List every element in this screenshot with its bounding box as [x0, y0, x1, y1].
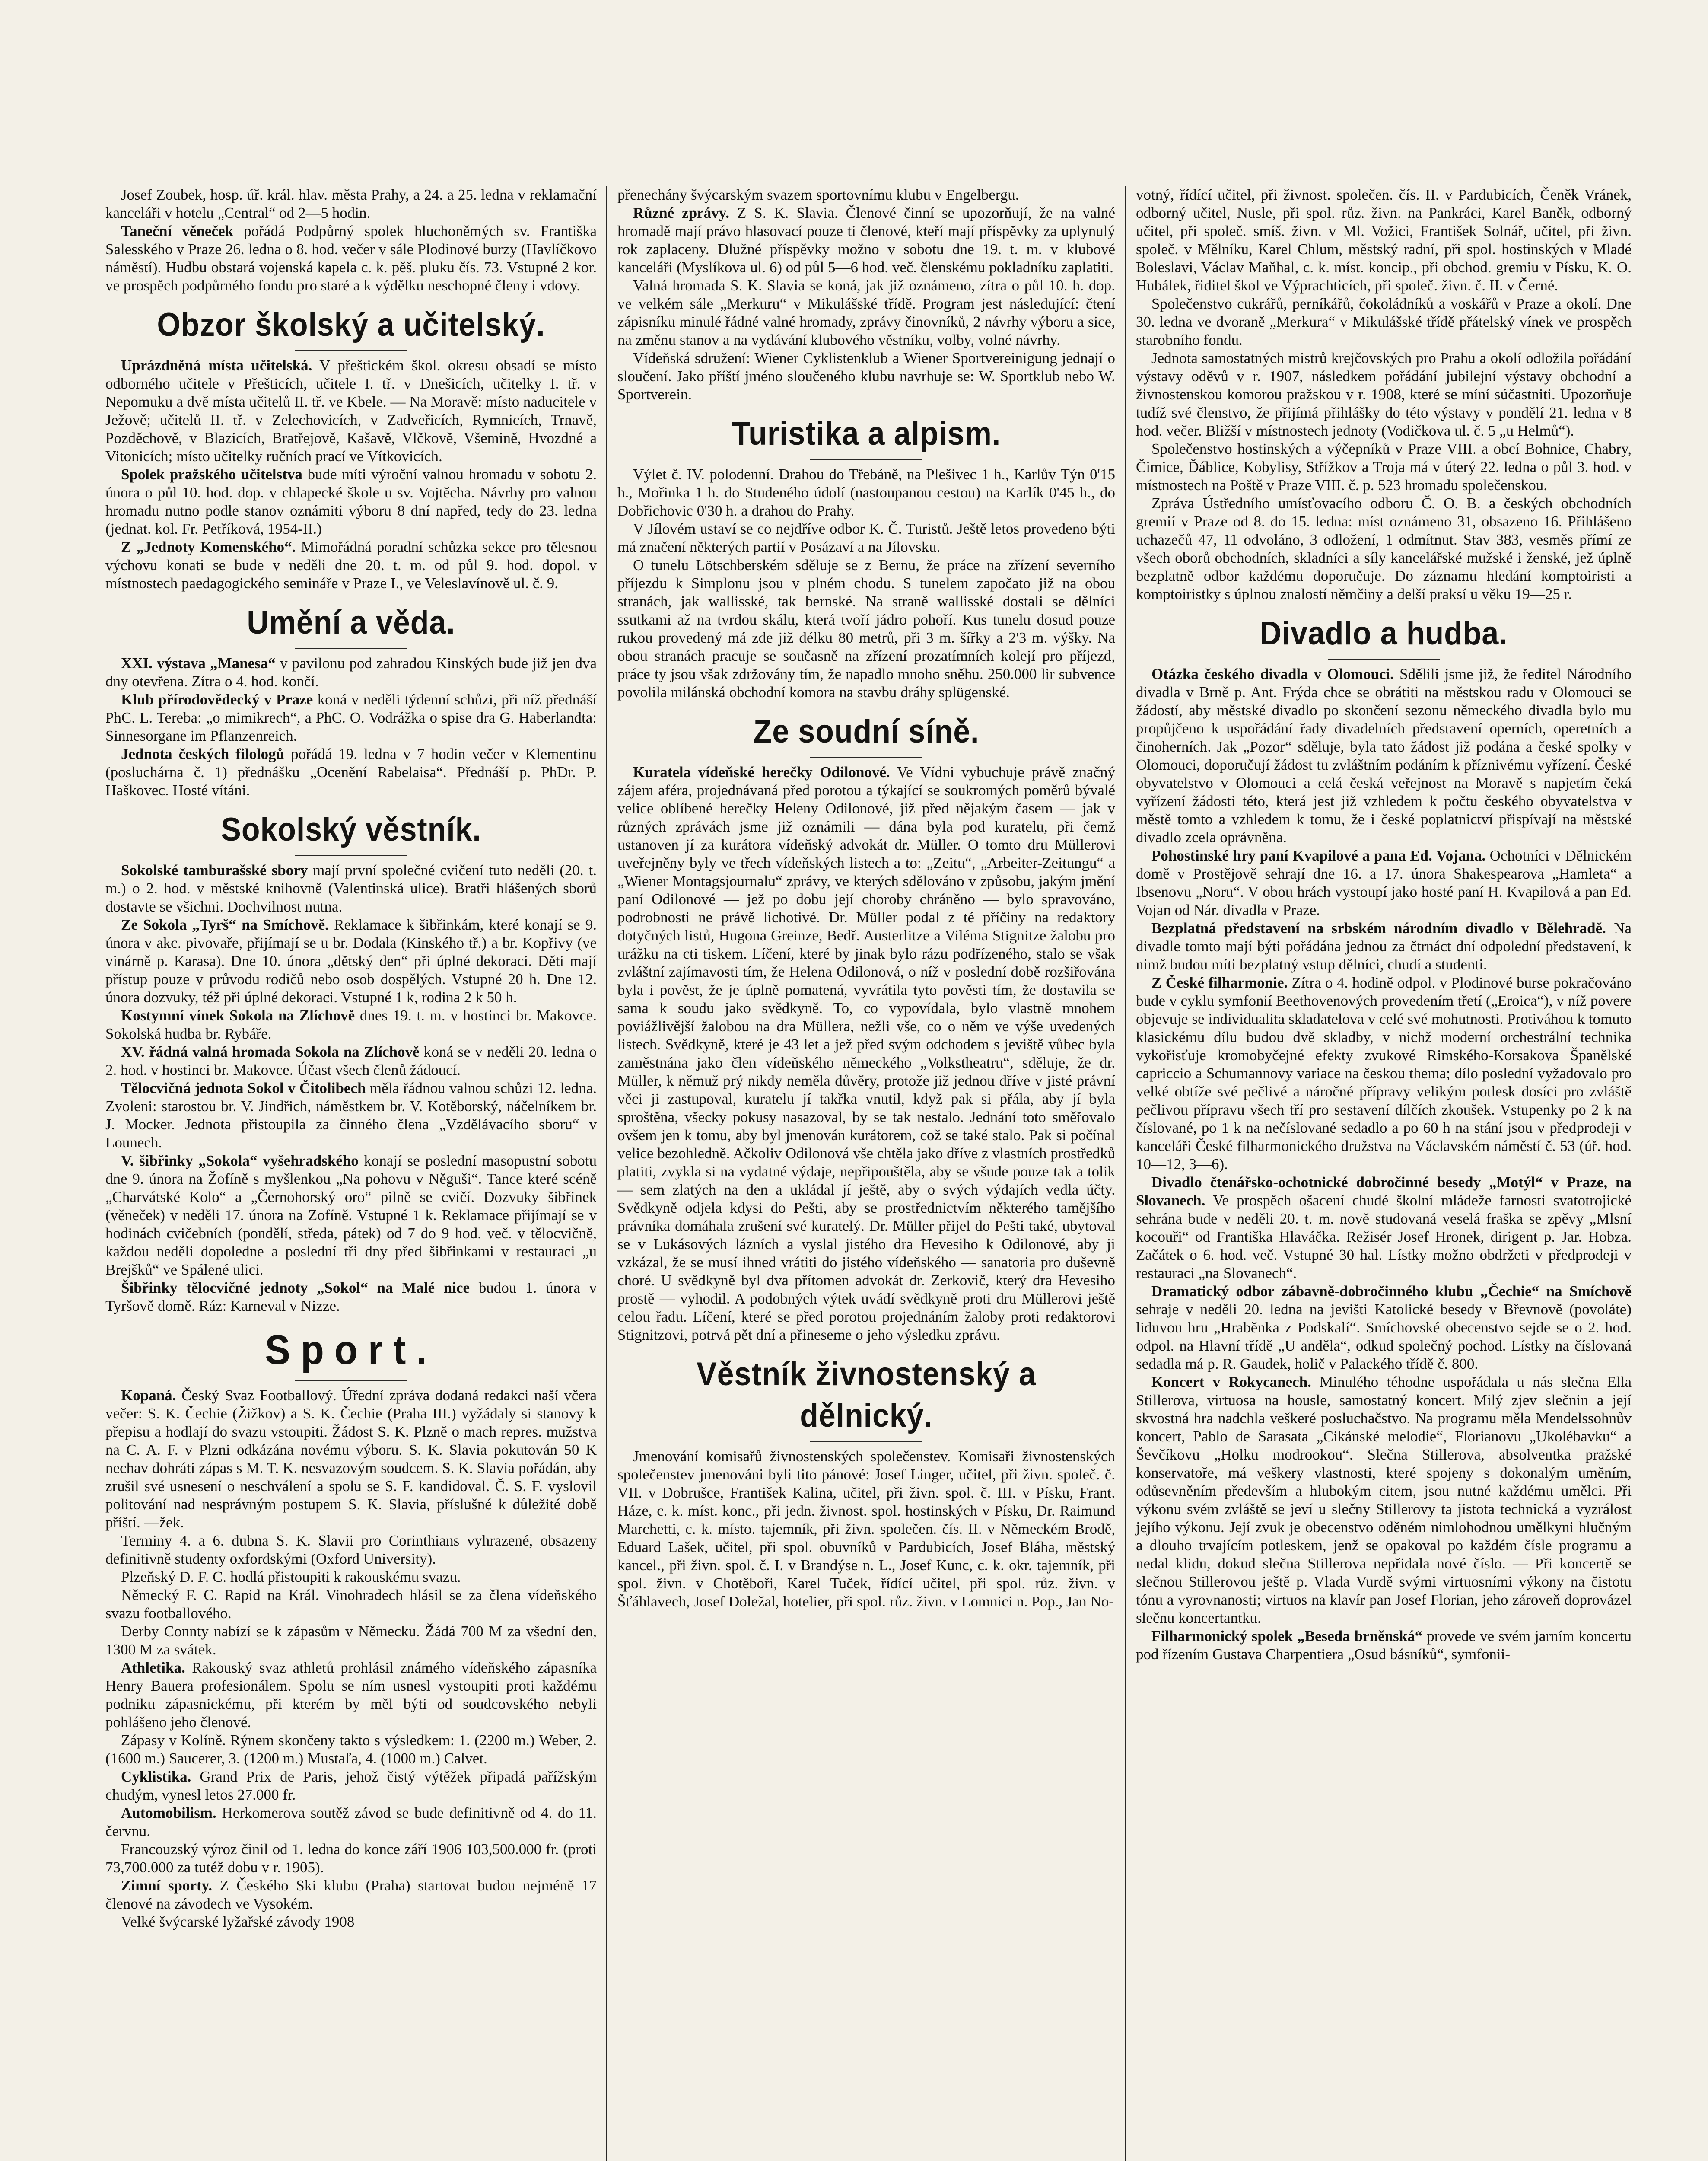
article-paragraph: [1136, 295, 1632, 349]
article-paragraph: [105, 1532, 597, 1568]
article-text: Na divadle tomto mají býti pořádána jednou za čtrnáct dní odpolední představení, k nimž budou míti bezplatný vstup dělníci, chudí a studenti.: [1136, 920, 1632, 973]
article-text: dnes 19. t. m. v hostinci br. Makovce. Sokolská hudba br. Rybáře.: [105, 1007, 597, 1042]
article-paragraph: [105, 1804, 597, 1840]
heading-rule: [295, 855, 407, 856]
article-text: pořádá 19. ledna v 7 hodin večer v Klementinu (posluchárna č. 1) přednášku „Ocenění Rabelaisa“. Přednáší p. PhDr. P. Haškovec. Hosté vítáni.: [105, 746, 597, 799]
article-paragraph: [105, 1913, 597, 1931]
article-paragraph: [105, 465, 597, 538]
article-paragraph: [1136, 1282, 1632, 1373]
article-paragraph: [1136, 494, 1632, 603]
article-lead: Divadlo čtenářsko-ochotnické dobročinné besedy „Motýl“ v Praze, na Slovanech.: [1136, 1174, 1632, 1209]
article-paragraph: [105, 1840, 597, 1877]
article-text: Český Svaz Footballový. Úřední zpráva dodaná redakci naší včera večer: S. K. Čechie (Žižkov) a S. K. Čechie (Praha III.) vyžádaly si stanovy k přepisu a hodlají do svazu vstoupiti. Žádost S. K. Plzně o mach repres. mužstva na C. A. F. v Plzni odkázána novému výboru. S. K. Slavia pokutován 50 K nechav dohráti zápas s M. T. K. nesvazovým soudcem. S. K. Slavia pořádán, aby zrušil své usnesení o neschválení a spolu se S. F. kandidoval. Č. S. F. vyslovil politování nad nesprávným postupem S. K. Slavia, příslušné k důležité době příští. —žek.: [105, 1387, 597, 1531]
article-lead: Tělocvičná jednota Sokol v Čitolibech: [121, 1080, 366, 1096]
article-lead: Klub přírodovědecký v Praze: [121, 691, 313, 708]
article-lead: Sokolské tamburašské sbory: [121, 862, 308, 879]
article-text: Mimořádná poradní schůzka sekce pro tělesnou výchovu konati se bude v neděli dne 20. t. m. od půl 9. hod. dopol. v místnostech paedagogického semináře v Praze I., ve Veleslavínově ul. č. 9.: [105, 539, 597, 592]
article-text: Terminy 4. a 6. dubna S. K. Slavii pro Corinthians vyhrazené, obsazeny definitivně studenty oxfordskými (Oxford University).: [105, 1532, 597, 1567]
article-paragraph: [105, 357, 597, 465]
article-lead: Athletika.: [121, 1659, 185, 1676]
article-text: Zápasy v Kolíně. Rýnem skončeny takto s výsledkem: 1. (2200 m.) Weber, 2. (1600 m.) Saucerer, 3. (1200 m.) Mustaľa, 4. (1000 m.) Calvet.: [105, 1732, 597, 1767]
article-lead: V. šibřinky „Sokola“ vyšehradského: [121, 1152, 359, 1169]
article-text: O tunelu Lötschberském sděluje se z Bernu, že práce na zřízení severního příjezdu k Simplonu jsou v plném chodu. S tunelem započato již na obou stranách, jak wallisské, tak bernské. Na straně wallisské dostali se dělníci ssutkami až na tvrdou skálu, která tvoří jádro pohoří. Kus tunelu dosud pouze rukou provedený má zde již délku 80 metrů, při 3 m. šířky a 2'3 m. výšky. Na obou stranách pracuje se současně na zřízení prozatímních kolejí pro příjezd, práce ty jsou však zdržovány tím, že napadlo mnoho sněhu. 250.000 lir subvence povolila milánská obchodní komora na stavbu dráhy splügenské.: [617, 557, 1115, 701]
article-text: Z S. K. Slavia. Členové činní se upozorňují, že na valné hromadě mají právo hlasovací pouze ti členové, kteří mají příspěvky za uplynulý rok zaplaceny. Dlužné příspěvky možno v sobotu dne 19. t. m. v klubové kanceláři (Myslíkova ul. 6) od půl 5—6 hod. več. členskému pokladníku zaplatiti.: [617, 204, 1115, 276]
article-text: koná se v neděli 20. ledna o 2. hod. v hostinci br. Makovce. Účast všech členů žádoucí.: [105, 1043, 597, 1078]
article-lead: Koncert v Rokycanech.: [1151, 1374, 1311, 1390]
article-text: v pavilonu pod zahradou Kinských bude již jen dva dny otevřena. Zítra o 4. hod. končí.: [105, 655, 597, 690]
article-paragraph: [105, 1659, 597, 1731]
article-text: Reklamace k šibřinkám, které konají se 9. února v akc. pivovaře, přijímají se u br. Dodala (Kinského tř.) a br. Kopřivy (ve vinárně p. Karasa). Dne 10. února „dětský den“ při úplné dekoraci. Děti mají přístup pouze v průvodu rodičů nebo osob dospělých. Vstupné 20 h. Dne 12. února dozvuky, též při úplné dekoraci. Vstupné 1 k, rodina 2 k 50 h.: [105, 916, 597, 1006]
article-paragraph: [105, 186, 597, 222]
article-text: konají se poslední masopustní sobotu dne 9. února na Žofíně s myšlenkou „Na pohovu v Něguši“. Tance které scéně „Charvátské Kolo“ a „Černohorský oro“ pilně se cvičí. Dozvuky šibřinek (věneček) v neděli 17. února na Zofíně. Vstupné 1 k. Reklamace přijímají se v hodinách cvičebních (pondělí, středa, pátek) od 7 do 9 hod. več. v tělocvičně, každou neděli dopoledne a poslední tři dny před šibřinkami v restauraci „u Brejšků“ ve Spálené ulici.: [105, 1152, 597, 1278]
article-text: Derby Connty nabízí se k zápasům v Německu. Žádá 700 M za všední den, 1300 M za svátek.: [105, 1623, 597, 1658]
section-heading: Umění a věda.: [247, 604, 455, 641]
article-lead: Pohostinské hry paní Kvapilové a pana Ed. Vojana.: [1151, 847, 1486, 864]
article-paragraph: [617, 556, 1115, 701]
article-paragraph: [105, 222, 597, 295]
article-text: Výlet č. IV. polodenní. Drahou do Třebáně, na Plešivec 1 h., Karlův Týn 0'15 h., Mořinka 1 h. do Studeného údolí (nastoupanou cestou) na Karlík 0'45 h., do Dobřichovic 0'30 h. a drahou do Prahy.: [617, 466, 1115, 519]
article-paragraph: [105, 861, 597, 916]
article-text: Herkomerova soutěž závod se bude definitivně od 4. do 11. červnu.: [105, 1804, 597, 1839]
heading-rule: [1328, 659, 1440, 660]
column-divider: [606, 186, 607, 2161]
article-text: Ve prospěch ošacení chudé školní mládeže farnosti svatotrojické sehrána bude v neděli 20. t. m. nově studovaná veselá fraška se zpěvy „Mlsní kocouři“ od Františka Hlaváčka. Režisér Josef Hronek, dirigent p. Jar. Hobza. Začátek o 6. hod. več. Vstupné 30 hal. Lístky možno obdržeti v předprodeji v restauraci „na Slovanech“.: [1136, 1192, 1632, 1281]
article-paragraph: [617, 520, 1115, 556]
section-heading: Ze soudní síně.: [753, 713, 980, 750]
article-paragraph: [105, 1586, 597, 1622]
article-lead: Kuratela vídeňské herečky Odilonové.: [633, 764, 890, 781]
article-text: Velké švýcarské lyžařské závody 1908: [121, 1913, 355, 1930]
article-text: Valná hromada S. K. Slavia se koná, jak již oznámeno, zítra o půl 10. h. dop. ve velkém sále „Merkuru“ v Mikulášské třídě. Program jest následující: čtení zápisníku minulé řádné valné hromady, zprávy činovníků, 2 návrhy výboru a sice, na změnu stanov a na vydávání klubového věstníku, volby, volné návrhy.: [617, 277, 1115, 348]
article-text: Rakouský svaz athletů prohlásil známého vídeňského zápasníka Henry Bauera profesionálem. Spolu se ním usnesl vystoupiti proti každému podniku zápasnickému, při kterém by měl býti od soudcovského nebyli pohlášeno jeho členové.: [105, 1659, 597, 1731]
article-lead: Různé zprávy.: [633, 204, 730, 221]
article-lead: Z České filharmonie.: [1151, 974, 1288, 991]
article-paragraph: [1136, 665, 1632, 847]
article-paragraph: [617, 1447, 1115, 1611]
article-lead: Spolek pražského učitelstva: [121, 466, 302, 483]
article-lead: Automobilism.: [121, 1804, 216, 1821]
article-text: V přeštickém škol. okresu obsadí se místo odborného učitele v Přešticích, učitele I. tř. v Dnešicích, učitelky I. tř. v Nepomuku a dvě místa učitelů II. tř. ve Kbele. — Na Moravě: místo naducitele v Ježově; učitelů II. tř. v Zelechovicích, v Zadveřicích, Rymnicích, Trnavě, Pozděchově, v Blazicích, Bratřejově, Kašavě, Vlčkově, Všemině, Hvozdné a Vitonicích; místo učitelky ručních prací ve Vítkovicích.: [105, 357, 597, 465]
article-text: Josef Zoubek, hosp. úř. král. hlav. města Prahy, a 24. a 25. ledna v reklamační kanceláři v hotelu „Central“ od 2—5 hodin.: [105, 186, 597, 221]
article-lead: Kostymní vínek Sokola na Zlíchově: [121, 1007, 355, 1024]
article-paragraph: [105, 1568, 597, 1586]
article-text: provede ve svém jarním koncertu pod řízením Gustava Charpentiera „Osud básníků“, symfonii-: [1136, 1628, 1632, 1663]
article-lead: Otázka českého divadla v Olomouci.: [1151, 666, 1394, 682]
article-text: bude míti výroční valnou hromadu v sobotu 2. února o půl 10. hod. dop. v chlapecké škole u sv. Vojtěcha. Návrhy pro valnou hromadu nutno podle stanov oznámiti výboru 8 dní napřed, tedy do 23. ledna (jednat. kol. Fr. Petříková, 1954-II.): [105, 466, 597, 537]
article-text: Jmenování komisařů živnostenských společenstev. Komisaři živnostenských společenstev jmenováni byli tito pánové: Josef Linger, učitel, při živn. společ. č. VII. v Dobrušce, František Kalina, učitel, při živn. spol. č. III. v Písku, Frant. Háze, c. k. míst. konc., při jedn. živnost. spol. hostinských v Písku, Dr. Raimund Marchetti, c. k. místo. tajemník, při živn. společen. čís. II. v Německém Brodě, Eduard Lašek, učitel, při spol. obuvníků v Pardubicích, Josef Bláha, městský kancel., při živn. spol. č. I. v Brandýse n. L., Josef Kunc, c. k. okr. tajemník, při spol. živn. v Chotěboři, Karel Tuček, řídící učitel, při spol. růz. živn. v Šťáhlavech, Josef Doležal, hotelier, při spol. růz. živn. v Lomnici n. Pop., Jan No-: [617, 1448, 1115, 1610]
article-lead: Jednota českých filologů: [121, 746, 285, 762]
article-text: měla řádnou valnou schůzi 12. ledna. Zvoleni: starostou br. V. Jindřich, náměstkem br. V. Kotěborský, náčelníkem br. J. Mocker. Jednota přistoupila za činného člena „Vzdělávacího sboru“ v Lounech.: [105, 1080, 597, 1151]
article-paragraph: [1136, 186, 1632, 295]
article-lead: Bezplatná představení na srbském národním divadlo v Bělehradě.: [1151, 920, 1606, 937]
article-lead: Cyklistika.: [121, 1768, 191, 1785]
article-paragraph: [105, 691, 597, 745]
article-paragraph: [105, 654, 597, 691]
article-paragraph: [105, 1279, 597, 1315]
article-paragraph: [617, 349, 1115, 404]
article-paragraph: [617, 277, 1115, 349]
article-text: Francouzský výroz činil od 1. ledna do konce září 1906 103,500.000 fr. (proti 73,700.000 za tutéž dobu v r. 1905).: [105, 1841, 597, 1876]
article-text: Z Českého Ski klubu (Praha) startovat budou nejméně 17 členové na závodech ve Vysokém.: [105, 1877, 597, 1912]
article-text: V Jílovém ustaví se co nejdříve odbor K. Č. Turistů. Ještě letos provedeno býti má značení některých partií v Posázaví a na Jílovsku.: [617, 520, 1115, 555]
article-text: přenechány švýcarským svazem sportovnímu klubu v Engelbergu.: [617, 186, 1019, 203]
article-paragraph: [105, 745, 597, 800]
article-text: Minulého téhodne uspořádala u nás slečna Ella Stillerova, virtuosa na housle, samostatný koncert. Milý zjev slečnin a její skvostná hra nadchla veškeré posluchačstvo. Na programu měla Mendelssohnův koncert, Pablo de Sarasata „Cikánské melodie“, Florianovu „Ukolébavku“ a Ševčíkovu „Holku modrookou“. Slečna Stillerova, absolventka pražské konservatoře, má veškery vlastnosti, které spojeny s dokonalým uměním, odůsevněním především a hlubokým citem, jsou nutné každému umělci. Při výkonu svém zvláště se jeví u slečny Stillerovy ta jistota technická a vyzrálost jejího výkonu. Její zvuk je obecenstvo oděném nimlohodnou umělkyni hlučným a dlouho trvajícím potleskem, jenž se opakoval po každém čísle programu a nedal klidu, dokud slečna Stillerova nepřidala nové číslo. — Při koncertě se slečnou Stillerovou ještě p. Vlada Vurdě svými virtuosními výkony na čistotu tónu a vyrovnanosti; virtuos na klavír pan Josef Florian, jeho zároveň doprovázel slečnu koncertantku.: [1136, 1374, 1632, 1626]
section-heading: Turistika a alpism.: [732, 415, 1001, 452]
article-text: pořádá Podpůrný spolek hluchoněmých sv. Františka Salesského v Praze 26. ledna o 8. hod. večer v sále Plodinové burzy (Havlíčkovo náměstí). Hudbu obstará vojenská kapela c. k. pěš. pluku čís. 73. Vstupné 2 kor. ve prospěch podpůrného fondu pro staré a k výdělku neschopné členy i vdovy.: [105, 223, 597, 294]
section-heading: Obzor školský a učitelský.: [157, 306, 545, 343]
section-heading: Věstník živnostenský a dělnický.: [697, 1356, 1036, 1434]
article-paragraph: [1136, 349, 1632, 440]
article-text: mají první společné cvičení tuto neděli (20. t. m.) o 2. hod. v městské knihovně (Valentinská ulice). Bratři hlášených sborů dostavte se všichni. Dochvilnost nutna.: [105, 862, 597, 915]
article-paragraph: [105, 1386, 597, 1532]
article-text: Společenstvo hostinských a výčepníků v Praze VIII. a obcí Bohnice, Chabry, Čimice, Ďáblice, Kobylisy, Střížkov a Troja má v úterý 22. ledna o půl 3. hod. v místnostech na Poště v Praze VIII. č. p. 523 hromadu společenskou.: [1136, 440, 1632, 494]
article-text: votný, řídící učitel, při živnost. společen. čís. II. v Pardubicích, Čeněk Vránek, odborný učitel, Nusle, při spol. růz. živn. na Pankráci, Karel Baněk, odborný učitel, při společ. smíš. živn. v Ml. Vožici, František Solnář, učitel, při živn. společ. v Mělníku, Karel Chlum, městský radní, při spol. hostinských v Mladé Boleslavi, Václav Maňhal, c. k. míst. koncip., při obchod. gremiu v Písku, K. O. Hubálek, řiditel škol ve Výprachticích, při společ. živn. č. II. v Černé.: [1136, 186, 1632, 294]
heading-rule: [810, 459, 922, 460]
article-paragraph: [1136, 1373, 1632, 1627]
article-paragraph: [105, 1622, 597, 1659]
heading-rule: [295, 350, 407, 351]
article-paragraph: [1136, 847, 1632, 919]
article-lead: Z „Jednoty Komenského“.: [121, 539, 296, 555]
article-text: Jednota samostatných mistrů krejčovských pro Prahu a okolí odložila pořádání výstavy oděvů v r. 1907, následkem pořádání jubilejní výstavy obchodní a živnostenskou komorou pražskou v r. 1908, které se míní súčastniti. Upozorňuje tudíž své členstvo, že přijímá přihlášky do této výstavy v pondělí 21. ledna v 8 hod. večer. Bližší v místnostech jednoty (Vodičkova ul. č. 5 „u Helmů“).: [1136, 350, 1632, 439]
article-text: Vídeňská sdružení: Wiener Cyklistenklub a Wiener Sportvereinigung jednají o sloučení. Jako příští jméno sloučeného klubu navrhuje se: W. Sportklub nebo W. Sportverein.: [617, 350, 1115, 403]
article-paragraph: [105, 1152, 597, 1279]
article-paragraph: [1136, 1627, 1632, 1664]
article-paragraph: [105, 1731, 597, 1768]
article-paragraph: [105, 1043, 597, 1079]
heading-rule: [810, 1441, 922, 1442]
article-lead: Dramatický odbor zábavně-dobročinného klubu „Čechie“ na Smíchově: [1151, 1283, 1632, 1300]
article-lead: Kopaná.: [121, 1387, 176, 1404]
article-paragraph: [105, 1079, 597, 1152]
article-text: budou 1. února v Tyršově domě. Ráz: Karneval v Nizze.: [105, 1279, 597, 1314]
article-paragraph: [105, 538, 597, 593]
article-text: Ve Vídni vybuchuje právě značný zájem aféra, projednávaná před porotou a týkající se soukromých poměrů bývalé velice oblíbené herečky Heleny Odilonové, již před nějakým časem — jak v různých zprávách jsme již oznámili — dána byla pod kuratelu, při čemž ustanoven jí za kurátora vídeňský advokát dr. Müller. O tomto dru Müllerovi uveřejněny byly ve třech vídeňských listech a to: „Zeitu“, „Arbeiter-Zeitungu“ a „Wiener Montagsjournalu“ zprávy, ve kterých sdělováno v způsobu, jakým jmění paní Odilonové — jež po dobu její choroby chráněno — bylo spravováno, podrobnosti ne právě lichotivé. Dr. Müller podal z té příčiny na redaktory dotyčných listů, Hugona Greinze, Bedř. Austerlitze a Viléma Stignitze žalobu pro urážku na cti tiskem. Líčení, které by jinak bylo rázu podřízeného, stalo se však zvláštní zajímavosti tím, že Helena Odilonová, o níž v poslední době rozšiřována byla i pověst, že je úplně pomatená, vyvrátila tyto pověsti tím, že dostavila se sama k soudu jako svědkyně. To, co vypovídala, bylo vlastně mnohem poviážlivější žalobou na dra Müllera, nežli vše, co o něm ve výše uvedených listech. Svědkyně, které je 43 let a jež před svým odchodem s jeviště vůbec byla zaměstnána jako člen vídeňského německého „Volkstheatru“, sděluje, že dr. Müller, k němuž prý nikdy neměla důvěry, protože již jednou dříve v jisté právní věci ji zastupoval, kuratelu jí takřka vnutil, když pak si přála, aby jí byla sproštěna, všecky pokusy nasazoval, by se tak nestalo. Jednání toto směřovalo ovšem jen k tomu, aby byl jmenován kurátorem, což se také stalo. Pak si počínal velice bezohledně. Ačkoliv Odilonová vše chtěla jako dříve z vlastních prostředků platiti, zvykla si na vydatné výdaje, nepřipouštěla, aby se všude pouze tak a tolik — sem zlatých na den a ukládal jí ještě, aby o svých výdajích vedla účty. Svědkyně odjela kdysi do Pešti, aby se prostřednictvím některého tamějšího právníka domáhala zrušení své kuratelý. Dr. Müller přijel do Pešti také, ubytoval se v Lukásových lázních a vyslal jistého dra Hevesiho k Odilonové, aby ji vzkázal, že se musí ihned vrátiti do jistého vídeňského — sanatoria pro duševně choré. U svědkyně byl dva přítomen advokát dr. Zerkovič, který dra Hevesiho prostě — vyhodil. A podobných výtek uvádí svědkyně proti dru Müllerovi ještě celou řadu. Líčení, které se před porotou projednáním žaloby proti redaktorovi Stignitzovi, potrvá pět dní a přineseme o jeho výsledku zprávu.: [617, 764, 1115, 1343]
article-paragraph: [617, 763, 1115, 1344]
article-paragraph: [617, 204, 1115, 277]
column-1: [99, 186, 603, 2161]
heading-rule: [295, 1380, 407, 1381]
article-paragraph: [1136, 974, 1632, 1173]
column-divider: [1125, 186, 1126, 2161]
article-text: Sdělili jsme již, že ředitel Národního divadla v Brně p. Ant. Frýda chce se obrátiti na městskou radu v Olomouci se žádostí, aby městské divadlo po skončení sezonu německého divadla bylo mu propůjčeno k uspořádání řady divadelních představení operních, operetních a činoherních. Jak „Pozor“ sděluje, byla tato žádost již podána a české spolky v Olomouci, doporučují žádost tu zvláštním podáním k příznivému vyřízení. České obyvatelstvo v Olomouci a celá česká veřejnost na Moravě s napjetím čeká vyřízení žádosti této, která jest již vzhledem k počtu českého obyvatelstva v městě tomto a vzhledem k tomu, že i české poplatnictví přispívají na městské divadlo zcela oprávněna.: [1136, 666, 1632, 846]
article-text: sehraje v neděli 20. ledna na jevišti Katolické besedy v Břevnově (povoláte) liduvou hru „Hraběnka z Podskalí“. Smíchovské obecenstvo sejde se o 2. hod. odpol. na Hlavní třídě „U anděla“, odkud společný pochod. Lístky na číslovaná sedadla má p. R. Gaudek, holič v Palackého třídě č. 800.: [1136, 1301, 1632, 1372]
article-text: Společenstvo cukrářů, perníkářů, čokoládníků a voskářů v Praze a okolí. Dne 30. ledna ve dvoraně „Merkura“ v Mikulášské třídě přátelský vínek ve prospěch starobního fondu.: [1136, 295, 1632, 348]
article-lead: Uprázdněná místa učitelská.: [121, 357, 312, 374]
article-text: Ochotníci v Dělnickém domě v Prostějově sehrají dne 16. a 17. února Shakespearova „Hamleta“ a Ibsenovu „Noru“. V obou hrách vystoupí jako hosté paní H. Kvapilová a pan Ed. Vojan od Nár. divadla v Praze.: [1136, 847, 1632, 918]
article-paragraph: [105, 1877, 597, 1913]
article-lead: XXI. výstava „Manesa“: [121, 655, 276, 672]
article-text: koná v neděli týdenní schůzi, při níž přednáší PhC. L. Tereba: „o mimikrech“, a PhC. O. Vodrážka o spise dra G. Haberlandta: Sinnesorgane im Pflanzenreich.: [105, 691, 597, 744]
article-paragraph: [1136, 1173, 1632, 1282]
article-paragraph: [1136, 919, 1632, 974]
article-paragraph: [105, 916, 597, 1007]
article-paragraph: [105, 1768, 597, 1804]
article-lead: Filharmonický spolek „Beseda brněnská“: [1151, 1628, 1423, 1645]
column-3: [1130, 186, 1638, 2161]
article-text: Německý F. C. Rapid na Král. Vinohradech hlásil se za člena vídeňského svazu footballového.: [105, 1587, 597, 1622]
section-heading: Sport.: [265, 1327, 437, 1373]
heading-rule: [810, 757, 922, 758]
article-text: Zpráva Ústředního umísťovacího odboru Č. O. B. a českých obchodních gremií v Praze od 8. do 15. ledna: míst oznámeno 31, obsazeno 16. Přihlášeno uchazečů 47, 11 odvoláno, 3 odložení, 1 odmítnut. Stav 383, vesměs přímí ze všech oborů obchodních, skladníci a síly kancelářské mužské i ženské, jež úplně bezplatně odbor každému doporučuje. Do záznamu hledání komptoiristi a komptoiristky s úplnou znalostí němčiny a delší praksí u věku 19—25 r.: [1136, 495, 1632, 602]
article-lead: Zimní sporty.: [121, 1877, 212, 1894]
article-paragraph: [105, 1007, 597, 1043]
article-paragraph: [617, 465, 1115, 520]
newspaper-page: [99, 186, 1638, 2161]
article-lead: XV. řádná valná hromada Sokola na Zlíchově: [121, 1043, 420, 1060]
article-text: Grand Prix de Paris, jehož čistý výtěžek připadá pařížským chudým, vynesl letos 27.000 fr.: [105, 1768, 597, 1803]
column-2: [611, 186, 1121, 2161]
article-paragraph: [617, 186, 1115, 204]
section-heading: Divadlo a hudba.: [1260, 615, 1508, 652]
article-text: Zítra o 4. hodině odpol. v Plodinové burse pokračováno bude v cyklu symfonií Beethovenových provedením třetí („Eroica“), v níž povere objevuje se individualita skladatelova v celé své mohutnosti. Protiváhou k tomuto klasickému dílu budou dvě skladby, v nichž moderní orchestrální technika vykořisťuje kromobyčejné efekty zvukové Rimského-Korsakova Španělské capriccio a Schumannovy variace na českou thema; dílo poslední vyžadovalo pro velké obtíže své pečlivé a náročné přípravy velikým potlesk dosíci pro zvláště pečlivou přípravu všech tří pro sestavení dílčích zkoušek. Vstupenky po 2 k na číslované, po 1 k na nečíslované sedadlo a po 60 h na stání jsou v předprodeji v kanceláři České filharmonického družstva na Václavském náměstí č. 53 (úř. hod. 10—12, 3—6).: [1136, 974, 1632, 1173]
article-text: Plzeňský D. F. C. hodlá přistoupiti k rakouskému svazu.: [121, 1568, 461, 1585]
section-heading: Sokolský věstník.: [221, 811, 481, 848]
article-lead: Taneční věneček: [121, 223, 233, 239]
article-lead: Šibřinky tělocvičné jednoty „Sokol“ na Malé nice: [121, 1279, 470, 1296]
article-lead: Ze Sokola „Tyrš“ na Smíchově.: [121, 916, 329, 933]
heading-rule: [295, 648, 407, 649]
article-paragraph: [1136, 440, 1632, 494]
